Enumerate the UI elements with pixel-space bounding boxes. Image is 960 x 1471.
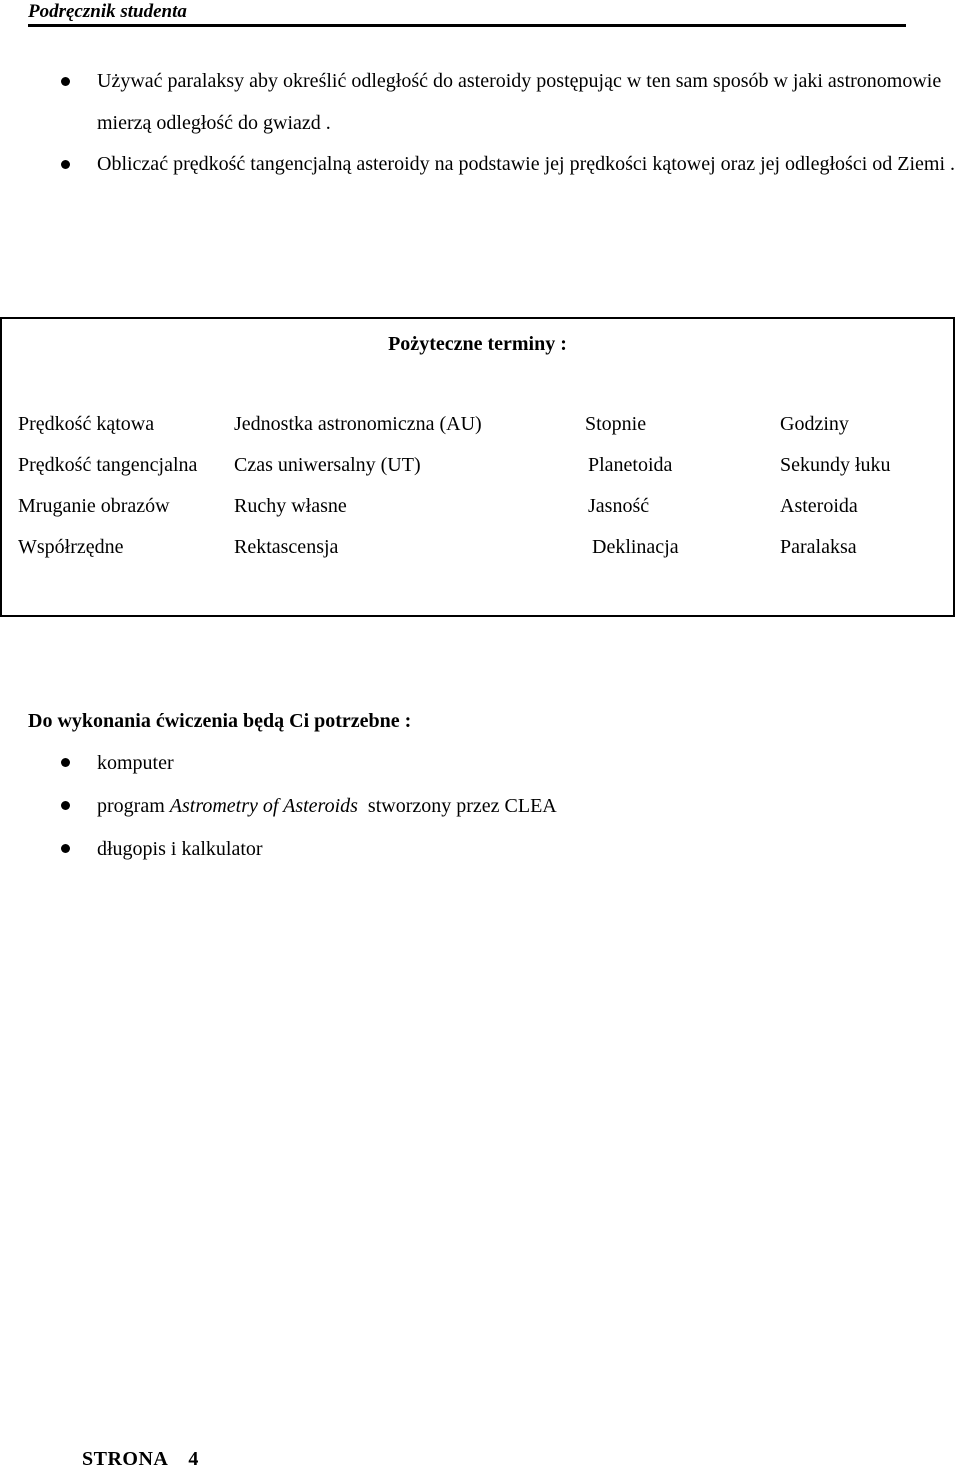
term-cell: Ruchy własne [234,495,347,517]
term-cell: Prędkość tangencjalna [18,454,198,476]
term-cell: Prędkość kątowa [18,413,155,435]
term-cell: Jasność [588,495,650,517]
term-cell: Stopnie [585,413,647,435]
term-cell: Współrzędne [18,536,124,558]
term-cell: Rektascensja [234,536,339,558]
bullet-icon [61,801,70,810]
requirement-item [0,742,960,785]
terms-row [2,532,953,562]
header-rule [28,24,906,27]
software-name: Astrometry of Asteroids [169,795,358,817]
term-cell: Planetoida [588,454,673,476]
objectives-list [0,61,960,186]
objective-item [0,144,960,186]
terms-row [2,491,953,521]
terms-row [2,409,953,439]
bullet-icon [61,844,70,853]
requirement-text: komputer [97,752,174,774]
terms-title: Pożyteczne terminy : [388,333,567,355]
requirement-text-prefix: program [97,795,170,817]
bullet-icon [61,758,70,767]
objective-text: Obliczać prędkość tangencjalną asteroidy na podstawie jej prędkości kątowej oraz jej odległości od Ziemi . [97,153,956,175]
term-cell: Jednostka astronomiczna (AU) [234,413,482,435]
term-cell: Asteroida [780,495,858,517]
term-cell: Deklinacja [592,536,679,558]
requirement-item [0,785,960,828]
requirement-item [0,828,960,871]
page-footer [82,1447,199,1471]
header-title: Podręcznik studenta [28,1,187,22]
objective-text: Używać paralaksy aby określić odległość do asteroidy postępując w ten sam sposób w jaki astronomowie mierzą odległość do gwiazd . [97,70,942,134]
term-cell: Czas uniwersalny (UT) [234,454,421,476]
bullet-icon [61,160,70,169]
term-cell: Sekundy łuku [780,454,891,476]
requirement-text-suffix: stworzony przez CLEA [357,795,557,817]
useful-terms-box [0,317,955,617]
term-cell: Mruganie obrazów [18,495,170,517]
requirements-list [0,742,960,871]
bullet-icon [61,77,70,86]
term-cell: Paralaksa [780,536,857,558]
term-cell: Godziny [780,413,849,435]
footer-label: STRONA [82,1448,169,1470]
page-number: 4 [188,1448,199,1470]
terms-row [2,450,953,480]
requirements-title: Do wykonania ćwiczenia będą Ci potrzebne : [28,710,412,732]
requirement-text: długopis i kalkulator [97,838,263,860]
objective-item [0,61,960,144]
